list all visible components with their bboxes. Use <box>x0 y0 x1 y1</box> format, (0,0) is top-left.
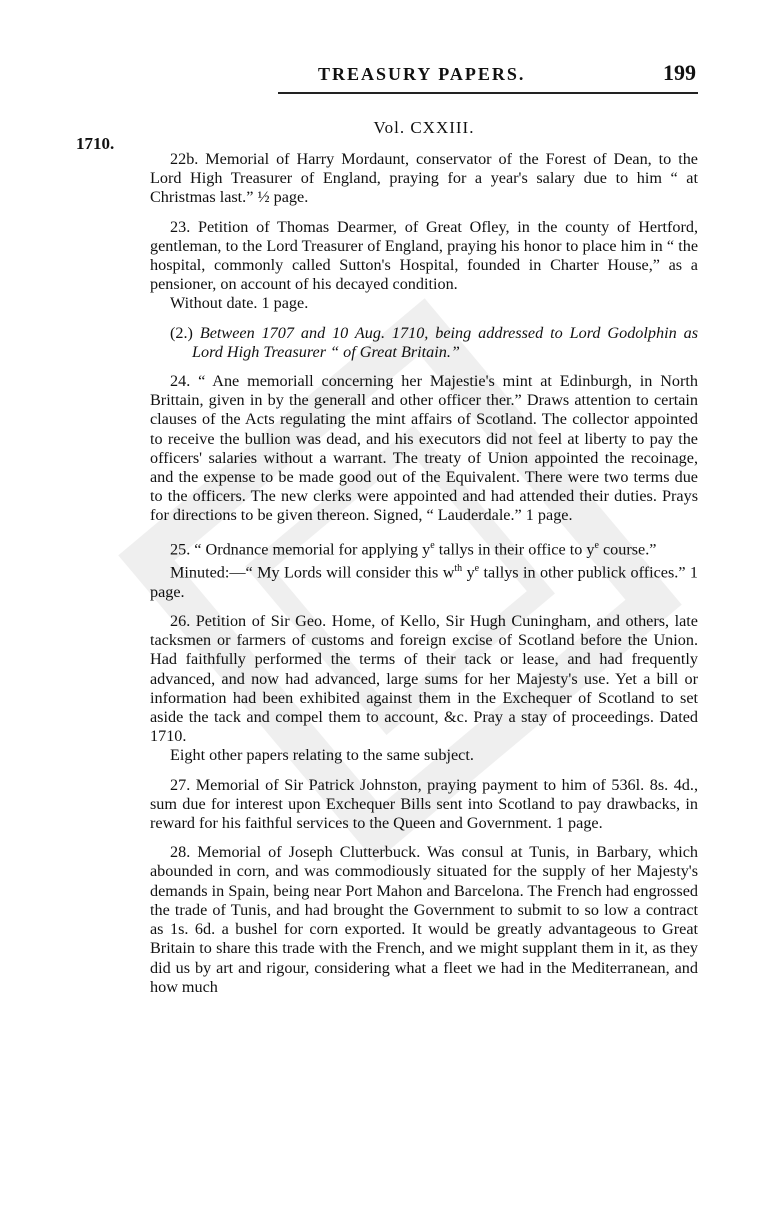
entry-25-minute-a: Minuted:—“ My Lords will consider this w <box>170 563 455 582</box>
section-number: (2.) <box>170 323 193 342</box>
entry-23-note: Without date. 1 page. <box>170 294 309 313</box>
entry-25-minute-c: tallys in other publick offices.” 1 page. <box>150 563 698 601</box>
margin-year: 1710. <box>76 134 115 153</box>
entry-25 <box>150 536 698 560</box>
section-text: Between 1707 and 10 Aug. 1710, being addressed to Lord Godolphin as Lord High Treasurer “ of Great Britain.” <box>192 323 698 361</box>
running-title: TREASURY PAPERS. <box>318 64 526 84</box>
page-number: 199 <box>663 60 696 85</box>
superscript-th: th <box>454 563 463 575</box>
volume-heading: Vol. CXXIII. <box>373 118 475 137</box>
document-body <box>150 150 698 1007</box>
section-heading <box>150 324 698 362</box>
entry-27: 27. Memorial of Sir Patrick Johnston, praying payment to him of 536l. 8s. 4d., sum due for interest upon Exchequer Bills sent into Scotland to pay drawbacks, in reward for his faithful services to the Queen and Government. 1 page. <box>150 775 698 833</box>
entry-24: 24. “ Ane memoriall concerning her Majestie's mint at Edinburgh, in North Brittain, given in by the generall and other officer ther.” Draws attention to certain clauses of the Acts regulating the mint affairs of Scotland. The collector appointed to receive the bullion was dead, and his executors did not feel at liberty to pay the officers' salaries without a warrant. The treaty of Union appointed the recoinage, and the expense to be made good out of the Equivalent. There were two terms due to the officers. The new clerks were appointed and had attended their duties. Prays for directions to be given thereon. Signed, “ Lauderdale.” 1 page. <box>150 372 698 525</box>
entry-25-minute <box>150 559 698 602</box>
entry-25-minute-b: y <box>462 563 475 582</box>
entry-26-note: Eight other papers relating to the same subject. <box>170 746 474 765</box>
entry-25-text-c: course.” <box>598 540 657 559</box>
superscript-e: e <box>474 563 480 575</box>
entry-28: 28. Memorial of Joseph Clutterbuck. Was consul at Tunis, in Barbary, which abounded in corn, and was commodiously situated for the supply of her Majesty's demands in Spain, being near Port Mahon and Barcelona. The French had engrossed the trade of Tunis, and had brought the Government to submit to so low a contract as 1s. 6d. a bushel for corn exported. It would be greatly advantageous to Great Britain to share this trade with the French, and we might supplant them in it, as they did us by art and rigour, considering what a fleet we had in the Mediterranean, and how much <box>150 843 698 996</box>
entry-23: 23. Petition of Thomas Dearmer, of Great Ofley, in the county of Hertford, gentleman, to the Lord Treasurer of England, praying his honor to place him in “ the hospital, commonly called Sutton's Hospital, founded in Charter House,” as a pensioner, on account of his decayed condition. <box>150 217 698 294</box>
superscript-e: e <box>430 539 435 551</box>
entry-22b: 22b. Memorial of Harry Mordaunt, conservator of the Forest of Dean, to the Lord High Treasurer of England, praying for a year's salary due to him “ at Christmas last.” ½ page. <box>150 150 698 207</box>
superscript-e: e <box>594 539 599 551</box>
running-header <box>278 62 698 94</box>
entry-25-text-b: tallys in their office to y <box>434 540 595 559</box>
entry-26: 26. Petition of Sir Geo. Home, of Kello, Sir Hugh Cuningham, and others, late tacksmen or farmers of customs and foreign excise of Scotland before the Union. Had faithfully performed the terms of their tack or lease, and had frequently advanced, and now had advanced, large sums for her Majesty's use. Yet a bill or information had been exhibited against them in the Exchequer of Scotland to set aside the tack and compel them to account, &c. Pray a stay of proceedings. Dated 1710. <box>150 612 698 746</box>
entry-25-text-a: 25. “ Ordnance memorial for applying y <box>170 540 431 559</box>
